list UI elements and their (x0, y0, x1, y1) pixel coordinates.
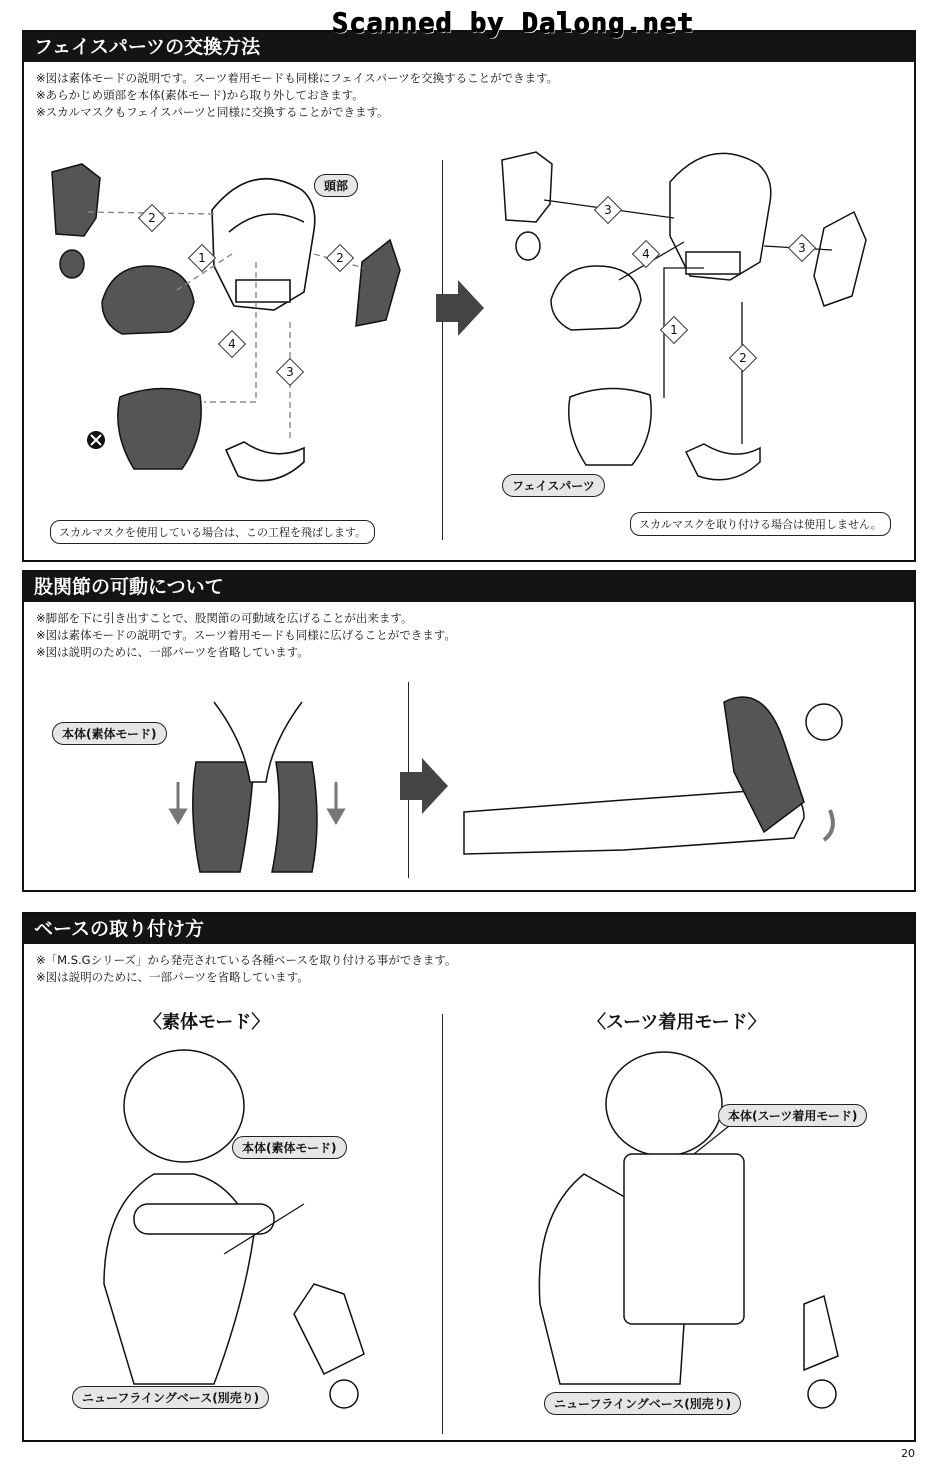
right-base-label: ニューフライングベース(別売り) (544, 1392, 741, 1415)
step-badge: 1 (188, 244, 216, 272)
face-bracket (502, 152, 552, 222)
base-joint (808, 1380, 836, 1408)
figure-head (124, 1050, 244, 1162)
hip-joint-section (22, 570, 916, 892)
face-opening (236, 280, 290, 302)
arrow-right (400, 758, 448, 814)
body-label: 本体(素体モード) (52, 722, 167, 745)
note: ※図は素体モードの説明です。スーツ着用モードも同様に広げることができます。 (36, 628, 456, 642)
backpack (624, 1154, 744, 1324)
arrow-right (436, 280, 484, 336)
right-leg (272, 762, 317, 872)
skull-mask (686, 444, 760, 480)
face-bracket (52, 164, 100, 236)
head-label: 頭部 (314, 174, 358, 197)
figure-head (606, 1052, 722, 1156)
mode-title: 〈スーツ着用モード〉 (588, 1012, 766, 1033)
note: ※スカルマスクもフェイスパーツと同様に交換することができます。 (36, 105, 389, 119)
right-body-label: 本体(スーツ着用モード) (718, 1104, 867, 1127)
face-illustration (24, 32, 914, 560)
note: ※あらかじめ頭部を本体(素体モード)から取り外しておきます。 (36, 88, 364, 102)
skull-mask (226, 442, 304, 481)
section-title: ベースの取り付け方 (24, 914, 914, 944)
skip-callout: スカルマスクを使用している場合は、この工程を飛ばします。 (50, 520, 375, 544)
page-number: 20 (901, 1447, 915, 1460)
base-arm (804, 1296, 838, 1370)
step-badge: 2 (138, 204, 166, 232)
watermark: Scanned by Dalong.net (332, 8, 695, 39)
face-parts-label: フェイスパーツ (502, 474, 605, 497)
note: ※図は説明のために、一部パーツを省略しています。 (36, 970, 309, 984)
step-badge: 4 (632, 240, 660, 268)
side-bracket (814, 212, 866, 306)
side-bracket (356, 240, 400, 326)
left-body-label: 本体(素体モード) (232, 1136, 347, 1159)
left-leg (193, 762, 254, 872)
face-part (569, 388, 651, 465)
thruster (134, 1204, 274, 1234)
note: ※図は説明のために、一部パーツを省略しています。 (36, 645, 309, 659)
not-used-callout: スカルマスクを取り付ける場合は使用しません。 (630, 512, 891, 536)
base-arm (294, 1284, 364, 1374)
left-base-label: ニューフライングベース(別売り) (72, 1386, 269, 1409)
step-badge: 3 (788, 234, 816, 262)
step-badge: 3 (594, 196, 622, 224)
section-title: フェイスパーツの交換方法 (24, 32, 914, 62)
step-badge: 2 (729, 344, 757, 372)
base-joint (330, 1380, 358, 1408)
section-title: 股関節の可動について (24, 572, 914, 602)
bracket-joint (60, 250, 84, 278)
face-part (118, 388, 201, 469)
note: ※図は素体モードの説明です。スーツ着用モードも同様にフェイスパーツを交換することができます。 (36, 71, 559, 85)
step-badge: 4 (218, 330, 246, 358)
note: ※「M.S.Gシリーズ」から発売されている各種ベースを取り付ける事ができます。 (36, 953, 457, 967)
step-badge: 1 (660, 316, 688, 344)
mode-title: 〈素体モード〉 (144, 1012, 270, 1033)
step-badge: 2 (326, 244, 354, 272)
face-parts-section (22, 30, 916, 562)
base-illustration (24, 914, 914, 1440)
step-badge: 3 (276, 358, 304, 386)
hair-part (102, 266, 194, 334)
base-section (22, 912, 916, 1442)
note: ※脚部を下に引き出すことで、股関節の可動域を広げることが出来ます。 (36, 611, 413, 625)
